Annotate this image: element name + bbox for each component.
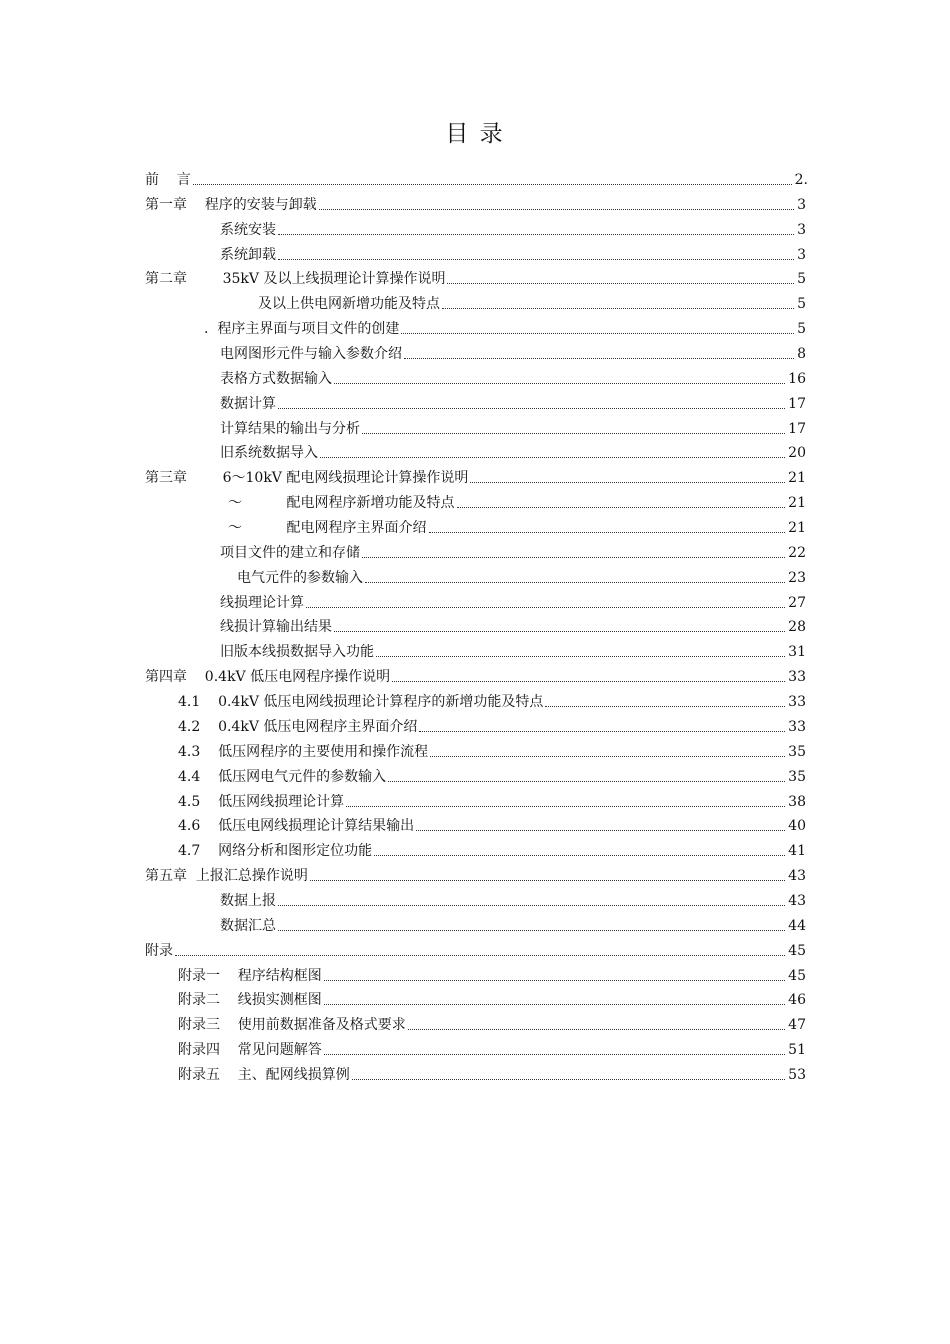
toc-dot-leader bbox=[401, 333, 794, 334]
toc-dot-leader bbox=[278, 234, 794, 235]
toc-entry-title: 电网图形元件与输入参数介绍 bbox=[220, 346, 402, 363]
toc-page-number: 45 bbox=[788, 942, 806, 959]
toc-page-number: 33 bbox=[788, 718, 806, 735]
toc-entry-title: 4.6 低压电网线损理论计算结果输出 bbox=[178, 818, 415, 835]
toc-page-number: 41 bbox=[788, 843, 806, 860]
toc-dot-leader bbox=[278, 259, 794, 260]
toc-page-number: 17 bbox=[788, 395, 806, 412]
toc-dot-leader bbox=[278, 930, 785, 931]
toc-entry[interactable] bbox=[145, 862, 806, 886]
toc-dot-leader bbox=[470, 482, 785, 483]
toc-entry[interactable] bbox=[178, 1036, 806, 1060]
toc-entry[interactable] bbox=[220, 887, 806, 911]
toc-entry-title: ～ 配电网程序主界面介绍 bbox=[228, 520, 427, 537]
toc-dot-leader bbox=[457, 507, 786, 508]
toc-dot-leader bbox=[310, 880, 785, 881]
toc-entry-title: 及以上供电网新增功能及特点 bbox=[258, 296, 440, 313]
toc-entry-title: 数据计算 bbox=[220, 395, 276, 412]
toc-dot-leader bbox=[419, 731, 785, 732]
toc-dot-leader bbox=[346, 806, 785, 807]
toc-entry[interactable] bbox=[228, 514, 806, 538]
toc-entry[interactable] bbox=[220, 439, 806, 463]
toc-page-number: 23 bbox=[788, 569, 806, 586]
toc-page-number: 5 bbox=[797, 321, 806, 338]
toc-entry[interactable] bbox=[178, 837, 806, 861]
toc-page-number: 46 bbox=[788, 992, 806, 1009]
toc-entry[interactable] bbox=[178, 812, 806, 836]
toc-page-number: 33 bbox=[788, 694, 806, 711]
toc-page-number: 45 bbox=[788, 967, 806, 984]
toc-entry-title: 数据汇总 bbox=[220, 917, 276, 934]
toc-page-number: 38 bbox=[788, 793, 806, 810]
toc-page-number: 3 bbox=[797, 196, 806, 213]
toc-page-number: 44 bbox=[788, 917, 806, 934]
toc-dot-leader bbox=[320, 457, 785, 458]
toc-page-number: 21 bbox=[788, 520, 806, 537]
toc-entry-title: 计算结果的输出与分析 bbox=[220, 420, 360, 437]
toc-entry-title: 电气元件的参数输入 bbox=[237, 569, 363, 586]
toc-entry-title: 附录三 使用前数据准备及格式要求 bbox=[178, 1017, 406, 1034]
toc-dot-leader bbox=[362, 433, 785, 434]
toc-entry-title: 第三章 6～10kV 配电网线损理论计算操作说明 bbox=[145, 470, 469, 487]
page-title: 目 录 bbox=[445, 121, 505, 147]
toc-entry[interactable] bbox=[178, 1061, 806, 1085]
toc-dot-leader bbox=[319, 209, 794, 210]
toc-page-number: 43 bbox=[788, 892, 806, 909]
toc-dot-leader bbox=[430, 756, 785, 757]
toc-page-number: 5 bbox=[797, 296, 806, 313]
toc-entry-title: 旧系统数据导入 bbox=[220, 445, 318, 462]
toc-dot-leader bbox=[306, 607, 785, 608]
toc-entry-title: ～ 配电网程序新增功能及特点 bbox=[228, 495, 455, 512]
toc-entry[interactable] bbox=[220, 365, 806, 389]
toc-dot-leader bbox=[429, 532, 786, 533]
toc-entry[interactable] bbox=[145, 663, 806, 687]
toc-page-number: 33 bbox=[788, 669, 806, 686]
toc-entry[interactable] bbox=[258, 290, 806, 314]
toc-entry-title: 项目文件的建立和存储 bbox=[220, 544, 360, 561]
toc-page-number: 31 bbox=[788, 644, 806, 661]
toc-entry[interactable] bbox=[178, 738, 806, 762]
toc-entry-title: 4.4 低压网电气元件的参数输入 bbox=[178, 768, 387, 785]
toc-entry[interactable] bbox=[145, 191, 806, 215]
toc-page-number: 35 bbox=[788, 768, 806, 785]
toc-entry[interactable] bbox=[178, 713, 806, 737]
toc-entry[interactable] bbox=[220, 589, 806, 613]
toc-dot-leader bbox=[193, 184, 792, 185]
toc-entry-title: 4.3 低压网程序的主要使用和操作流程 bbox=[178, 743, 429, 760]
toc-page-number: 5 bbox=[797, 271, 806, 288]
toc-entry[interactable] bbox=[220, 912, 806, 936]
toc-page-number: 28 bbox=[788, 619, 806, 636]
toc-entry[interactable] bbox=[178, 1011, 806, 1035]
toc-dot-leader bbox=[278, 408, 785, 409]
toc-entry[interactable] bbox=[220, 340, 806, 364]
toc-entry-title: 附录二 线损实测框图 bbox=[178, 992, 322, 1009]
toc-page-number: 53 bbox=[788, 1066, 806, 1083]
toc-entry-title: 前 言 bbox=[145, 172, 191, 188]
toc-entry[interactable] bbox=[145, 166, 808, 190]
toc-entry[interactable] bbox=[178, 986, 806, 1010]
toc-entry-title: 附录一 程序结构框图 bbox=[178, 967, 322, 984]
toc-entry-title: 旧版本线损数据导入功能 bbox=[220, 644, 374, 661]
toc-page-number: 21 bbox=[788, 470, 806, 487]
toc-dot-leader bbox=[324, 980, 785, 981]
toc-page-number: 3 bbox=[797, 221, 806, 238]
toc-entry-title: 表格方式数据输入 bbox=[220, 370, 332, 387]
toc-page-number: 43 bbox=[788, 868, 806, 885]
toc-entry[interactable] bbox=[220, 241, 806, 265]
toc-dot-leader bbox=[416, 830, 785, 831]
toc-dot-leader bbox=[334, 631, 785, 632]
toc-page-number: 16 bbox=[788, 370, 806, 387]
toc-entry-title: . 程序主界面与项目文件的创建 bbox=[204, 321, 400, 338]
toc-dot-leader bbox=[324, 1054, 785, 1055]
toc-dot-leader bbox=[408, 1029, 785, 1030]
toc-dot-leader bbox=[352, 1079, 785, 1080]
toc-page-number: 3 bbox=[797, 246, 806, 263]
toc-entry-title: 第二章 35kV 及以上线损理论计算操作说明 bbox=[145, 271, 446, 288]
toc-entry[interactable] bbox=[220, 638, 806, 662]
toc-dot-leader bbox=[376, 656, 785, 657]
toc-page-number: 8 bbox=[797, 346, 806, 363]
toc-dot-leader bbox=[365, 582, 785, 583]
toc-entry[interactable] bbox=[178, 788, 806, 812]
toc-dot-leader bbox=[442, 308, 794, 309]
toc-entry-title: 附录 bbox=[145, 942, 173, 959]
toc-entry-title: 线损理论计算 bbox=[220, 594, 304, 611]
toc-dot-leader bbox=[175, 955, 785, 956]
toc-entry[interactable] bbox=[178, 763, 806, 787]
toc-page-number: 27 bbox=[788, 594, 806, 611]
toc-dot-leader bbox=[392, 681, 785, 682]
toc-page-number: 22 bbox=[788, 544, 806, 561]
toc-dot-leader bbox=[324, 1004, 785, 1005]
toc-entry[interactable] bbox=[220, 415, 806, 439]
toc-entry-title: 第一章 程序的安装与卸载 bbox=[145, 196, 317, 213]
toc-dot-leader bbox=[404, 358, 794, 359]
toc-entry[interactable] bbox=[220, 613, 806, 637]
toc-entry-title: 第四章 0.4kV 低压电网程序操作说明 bbox=[145, 669, 391, 686]
toc-entry[interactable] bbox=[220, 390, 806, 414]
toc-entry-title: 4.5 低压网线损理论计算 bbox=[178, 793, 345, 810]
toc-dot-leader bbox=[447, 283, 794, 284]
toc-dot-leader bbox=[545, 706, 785, 707]
toc-entry[interactable] bbox=[228, 489, 806, 513]
toc-dot-leader bbox=[334, 383, 785, 384]
toc-entry-title: 系统卸载 bbox=[220, 246, 276, 263]
toc-page-number: 47 bbox=[788, 1017, 806, 1034]
toc-entry[interactable] bbox=[145, 265, 806, 289]
toc-entry[interactable] bbox=[220, 216, 806, 240]
toc-entry-title: 4.7 网络分析和图形定位功能 bbox=[178, 843, 373, 860]
toc-entry-title: 4.2 0.4kV 低压电网程序主界面介绍 bbox=[178, 718, 418, 735]
toc-dot-leader bbox=[388, 781, 785, 782]
toc-page-number: 20 bbox=[788, 445, 806, 462]
toc-page-number: 40 bbox=[788, 818, 806, 835]
toc-dot-leader bbox=[362, 557, 785, 558]
toc-entry[interactable] bbox=[204, 315, 806, 339]
toc-entry-title: 系统安装 bbox=[220, 221, 276, 238]
toc-entry-title: 4.1 0.4kV 低压电网线损理论计算程序的新增功能及特点 bbox=[178, 694, 544, 711]
toc-entry[interactable] bbox=[178, 962, 806, 986]
toc-page-number: 35 bbox=[788, 743, 806, 760]
toc-entry-title: 线损计算输出结果 bbox=[220, 619, 332, 636]
toc-dot-leader bbox=[374, 855, 785, 856]
toc-entry[interactable] bbox=[145, 937, 806, 961]
toc-entry[interactable] bbox=[145, 464, 806, 488]
toc-page-number: 2. bbox=[794, 172, 808, 188]
toc-entry[interactable] bbox=[237, 564, 806, 588]
toc-entry-title: 第五章 上报汇总操作说明 bbox=[145, 868, 308, 885]
toc-entry-title: 附录四 常见问题解答 bbox=[178, 1042, 322, 1059]
toc-entry[interactable] bbox=[220, 539, 806, 563]
toc-entry-title: 附录五 主、配网线损算例 bbox=[178, 1066, 350, 1083]
toc-page-number: 21 bbox=[788, 495, 806, 512]
toc-entry-title: 数据上报 bbox=[220, 892, 276, 909]
toc-dot-leader bbox=[278, 905, 785, 906]
toc-page-number: 17 bbox=[788, 420, 806, 437]
toc-entry[interactable] bbox=[178, 688, 806, 712]
toc-page-number: 51 bbox=[788, 1042, 806, 1059]
